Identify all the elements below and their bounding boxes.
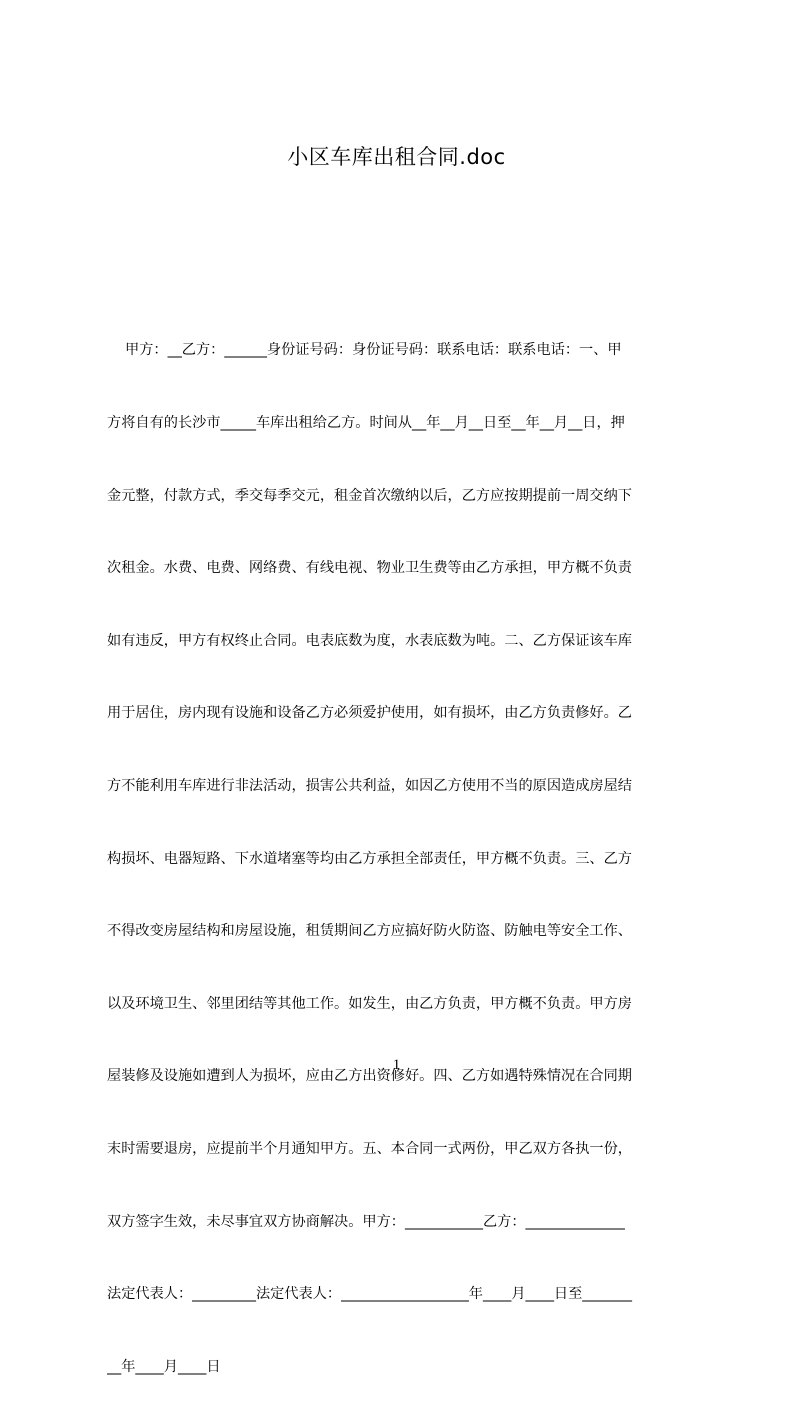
contract-body bbox=[107, 290, 698, 1427]
body-line: 如有违反，甲方有权终止合同。电表底数为度，水表底数为吨。二、乙方保证该车库 bbox=[107, 632, 632, 649]
body-line: 以及环境卫生、邻里团结等其他工作。如发生，由乙方负责，甲方概不负责。甲方房 bbox=[107, 995, 632, 1012]
body-line: 用于居住，房内现有设施和设备乙方必须爱护使用，如有损坏，由乙方负责修好。乙 bbox=[107, 705, 632, 722]
body-line: 方不能利用车库进行非法活动，损害公共利益，如因乙方使用不当的原因造成房屋结 bbox=[107, 777, 632, 794]
body-line: 金元整，付款方式，季交每季交元，租金首次缴纳以后，乙方应按期提前一周交纳下 bbox=[107, 487, 632, 504]
body-line: 屋装修及设施如遭到人为损坏，应由乙方出资修好。四、乙方如遇特殊情况在合同期 bbox=[107, 1068, 632, 1085]
body-line: 末时需要退房，应提前半个月通知甲方。五、本合同一式两份，甲乙双方各执一份， bbox=[107, 1140, 632, 1157]
body-line: 方将自有的长沙市_____车库出租给乙方。时间从__年__月__日至__年__月__日，押 bbox=[107, 415, 625, 431]
body-line: 甲方：__乙方：______身份证号码：身份证号码：联系电话：联系电话：一、甲 bbox=[107, 342, 622, 359]
document-title: 小区车库出租合同.doc bbox=[287, 145, 506, 169]
page-number: 1 bbox=[392, 1057, 401, 1073]
body-line: 次租金。水费、电费、网络费、有线电视、物业卫生费等由乙方承担，甲方概不负责 bbox=[107, 560, 632, 577]
body-line: 构损坏、电器短路、下水道堵塞等均由乙方承担全部责任，甲方概不负责。三、乙方 bbox=[107, 850, 632, 867]
body-line: 双方签字生效，未尽事宜双方协商解决。甲方：___________乙方：______________ bbox=[107, 1213, 625, 1230]
body-line: 法定代表人：_________法定代表人：__________________年____月____日至_______ bbox=[107, 1286, 632, 1303]
body-line: __年____月____日 bbox=[107, 1358, 221, 1375]
body-line: 不得改变房屋结构和房屋设施，租赁期间乙方应搞好防火防盗、防触电等安全工作、 bbox=[107, 923, 632, 940]
